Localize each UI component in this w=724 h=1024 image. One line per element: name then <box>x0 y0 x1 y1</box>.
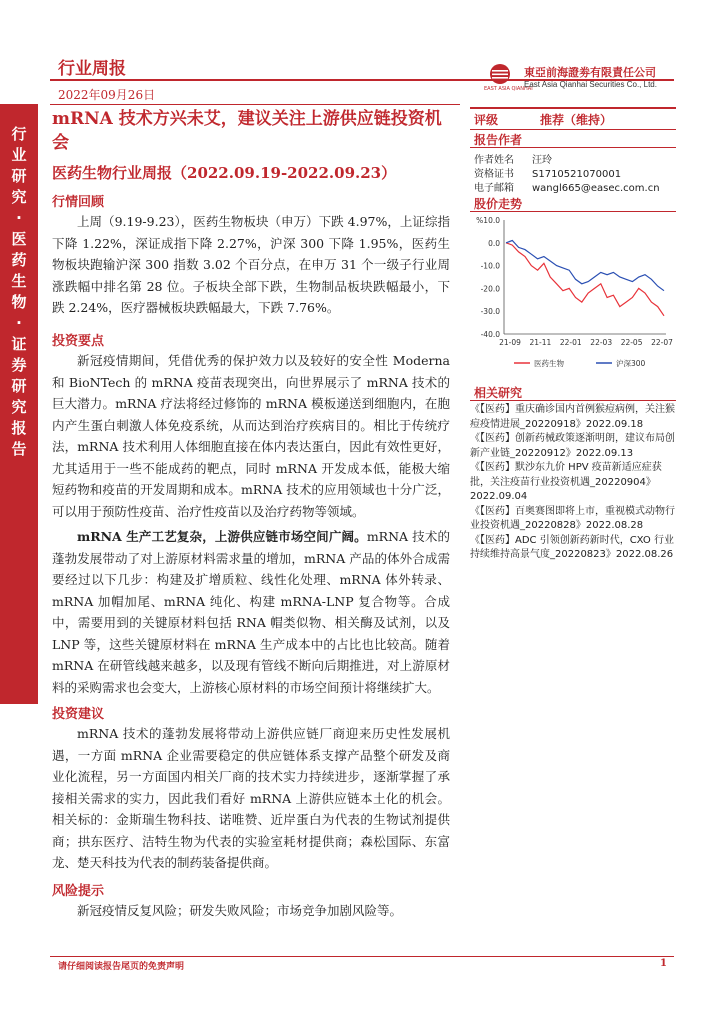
x-tick-label: 21-11 <box>529 338 552 347</box>
x-tick-label: 22-05 <box>620 338 643 347</box>
report-subtitle: 医药生物行业周报（2022.09.19-2022.09.23） <box>52 164 397 182</box>
legend-label: 医药生物 <box>534 359 564 368</box>
date-divider <box>50 104 460 105</box>
research-item[interactable]: 《【医药】默沙东九价 HPV 疫苗新适应症获批，关注疫苗行业投资机遇_20220904》2022.09.04 <box>470 462 662 502</box>
x-tick-label: 22-07 <box>651 338 673 347</box>
y-tick-label: 0.0 <box>488 238 500 248</box>
x-tick-label: 21-09 <box>499 338 521 347</box>
risk-text: 新冠疫情反复风险；研发失败风险；市场竞争加剧风险等。 <box>77 903 403 918</box>
recommendation-text: mRNA 技术的蓬勃发展将带动上游供应链厂商迎来历史性发展机遇，一方面 mRNA 企业需要稳定的供应链体系支撑产品整个研发及商业化流程，另一方面国内相关厂商的技术实力持续进步，逐渐掌握了承接相关需求的实力，因此我们看好 mRNA 上游供应链本土化的机会。相关标的：金斯瑞生物科技、诺唯赞、近岸蛋白为代表的生物试剂提供商；拱东医疗、洁特生物为代表的实验室耗材提供商；森松国际、东富龙、楚天科技为代表的制药装备提供商。 <box>52 726 450 870</box>
authors-divider <box>470 147 676 148</box>
author-row-email <box>474 179 660 194</box>
research-item[interactable]: 《【医药】创新药械政策逐渐明朗，建议布局创新产业链_20220912》2022.09.13 <box>470 433 675 459</box>
key-points-supply-chain-text: mRNA 技术的蓬勃发展带动了对上游原材料需求量的增加，mRNA 产品的体外合成需要经过以下几步：构建及扩增质粒、线性化处理、mRNA 体外转录、mRNA 加帽加尾、mRNA 纯化、构建 mRNA-LNP 复合物等。合成中，需要用到的关键原材料包括 RNA 帽类似物、相关酶及试剂，以及 LNP 等，这些关键原材料在 mRNA 生产成本中的占比也比较高。随着 mRNA 在研管线越来越多，以及现有管线不断向后期推进，对上游原材料的采购需求也会变大，上游核心原材料的市场空间预计将继续扩大。 <box>52 529 450 695</box>
report-type: 行业周报 <box>58 59 126 79</box>
rating-box <box>470 107 676 130</box>
section-heading-risk: 风险提示 <box>52 884 105 899</box>
section-heading-recommendation: 投资建议 <box>52 707 105 722</box>
page-number: 1 <box>660 958 667 969</box>
author-value: S1710521070001 <box>532 169 622 180</box>
rating-value: 推荐（维持） <box>540 113 613 127</box>
y-tick-label: %10.0 <box>476 216 500 225</box>
author-row-name <box>474 151 552 166</box>
company-logo <box>486 60 676 94</box>
author-key: 资格证书 <box>474 169 514 180</box>
author-value: wangl665@easec.com.cn <box>532 183 660 194</box>
x-tick-label: 22-03 <box>590 338 613 347</box>
author-row-cert <box>474 165 621 180</box>
research-heading: 相关研究 <box>474 386 523 400</box>
x-tick-label: 22-01 <box>559 338 582 347</box>
research-item[interactable]: 《【医药】百奥赛图即将上市，重视模式动物行业投资机遇_20220828》2022.08.28 <box>470 505 675 531</box>
y-tick-label: -30.0 <box>480 307 500 317</box>
logo-caption: EAST ASIA QIANHAI <box>484 86 533 92</box>
sidebar-band <box>0 104 38 704</box>
rating-label: 评级 <box>474 113 499 127</box>
research-item[interactable]: 《【医药】重庆确诊国内首例猴痘病例，关注猴痘疫情进展_20220918》2022.09.18 <box>470 404 675 430</box>
legend-label: 沪深300 <box>616 359 646 368</box>
section-heading-key-points: 投资要点 <box>52 334 105 349</box>
company-name-en: East Asia Qianhai Securities Co., Ltd. <box>524 80 657 89</box>
y-tick-label: -10.0 <box>480 261 500 271</box>
series-line-csi300 <box>506 241 664 291</box>
stock-trend-chart <box>470 210 676 380</box>
author-value: 汪玲 <box>532 155 552 166</box>
company-name-cn: 東亞前海證劵有限責任公司 <box>524 66 656 79</box>
sidebar-category: 行业研究·医药生物·证券研究报告 <box>11 125 27 458</box>
y-tick-label: -40.0 <box>480 330 500 339</box>
chart-heading: 股价走势 <box>474 197 523 211</box>
key-points-text: 新冠疫情期间，凭借优秀的保护效力以及较好的安全性 Moderna 和 BioNTech 的 mRNA 疫苗表现突出，向世界展示了 mRNA 技术的巨大潜力。mRNA 疗法将经过修饰的 mRNA 模板递送到细胞内，在胞内产生蛋白刺激人体免疫系统，从而达到治疗疾病目的。相比于传统疗法，mRNA 技术利用人体细胞直接在体内表达蛋白，因此有效性更好，尤其适用于一些不能成药的靶点，同时 mRNA 开发成本低，能极大缩短药物和疫苗的开发周期和成本。mRNA 技术的应用领域也十分广泛，可以用于预防性疫苗、治疗性疫苗以及治疗药物等领域。 <box>52 353 450 519</box>
key-points-bold-lead: mRNA 生产工艺复杂，上游供应链市场空间广阔。 <box>77 529 367 544</box>
section-heading-market-review: 行情回顾 <box>52 195 105 210</box>
y-tick-label: -20.0 <box>480 284 500 294</box>
author-key: 作者姓名 <box>474 155 514 166</box>
authors-heading: 报告作者 <box>474 133 523 147</box>
report-title: mRNA 技术方兴未艾，建议关注上游供应链投资机会 <box>52 109 442 153</box>
market-review-text: 上周（9.19-9.23），医药生物板块（申万）下跌 4.97%，上证综指下降 1.22%，深证成指下降 2.27%，沪深 300 下降 1.95%，医药生物板块跑输沪深 300 指数 3.02 个百分点，在申万 31 个一级子行业周涨跌幅中排名第 28 位。子板块全部下跌，生物制品板块跌幅最小，下跌 2.24%，医疗器械板块跌幅最大，下跌 7.76%。 <box>52 214 450 315</box>
research-item[interactable]: 《【医药】ADC 引领创新药新时代，CXO 行业持续维持高景气度_20220823》2022.08.26 <box>470 534 674 560</box>
key-points-supply-chain <box>52 526 450 698</box>
research-list <box>470 403 676 563</box>
research-divider <box>470 400 676 401</box>
author-key: 电子邮箱 <box>474 183 514 194</box>
disclaimer-note[interactable]: 请仔细阅读报告尾页的免责声明 <box>58 962 185 972</box>
footer-divider <box>50 956 674 957</box>
report-date: 2022年09月26日 <box>58 88 156 102</box>
